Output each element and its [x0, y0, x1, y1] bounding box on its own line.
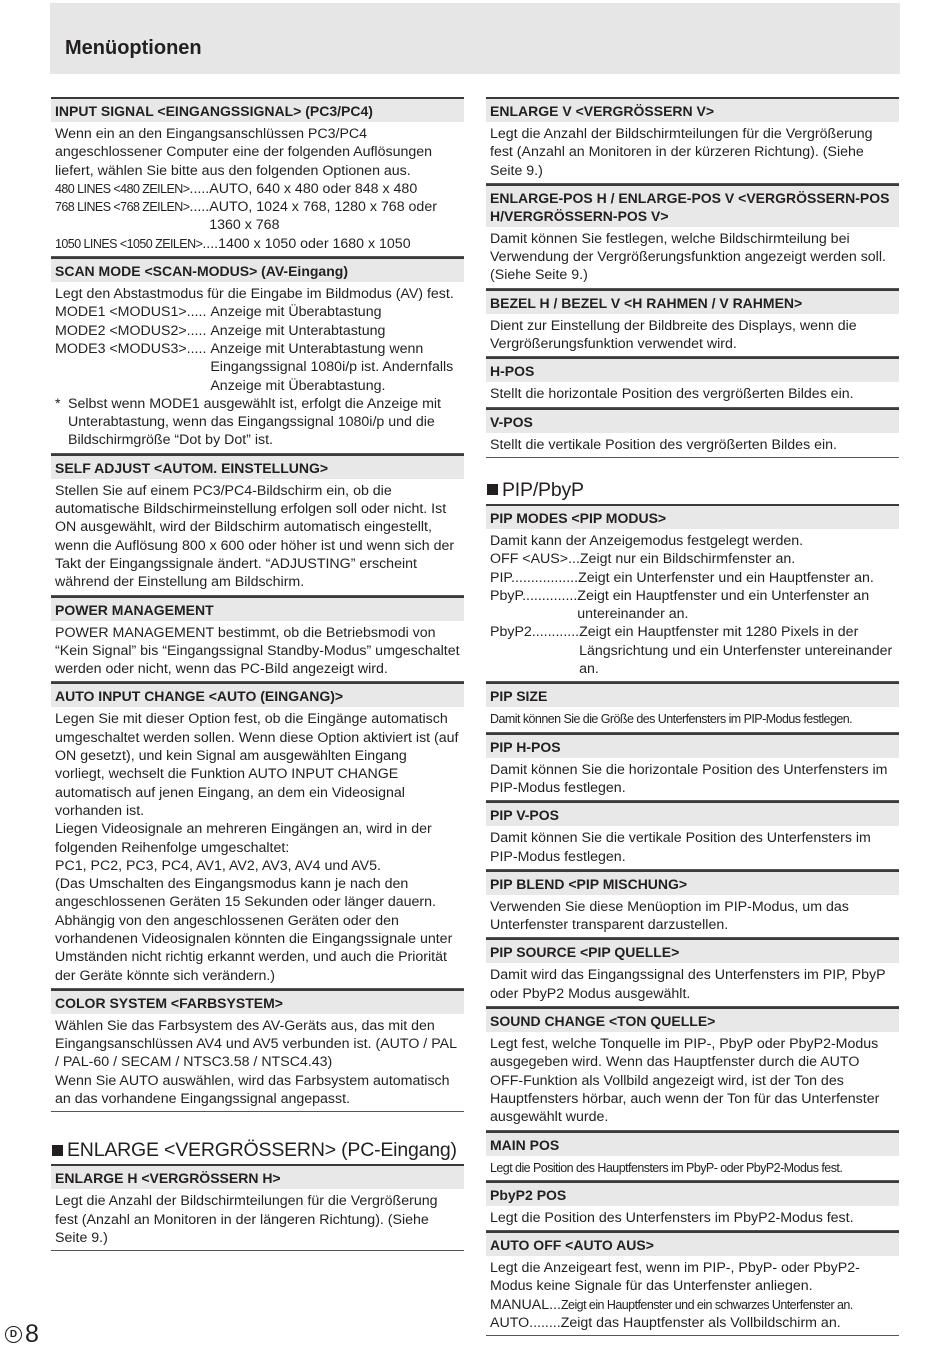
option-row: [55, 303, 460, 321]
section-title: AUTO INPUT CHANGE <AUTO (EINGANG)>: [51, 682, 464, 707]
option-dots: ..............: [522, 587, 578, 604]
section-title: PIP SIZE: [486, 682, 899, 707]
section-text: Damit können Sie die Größe des Unterfensters im PIP-Modus festlegen.: [490, 712, 853, 727]
section-title: PIP H-POS: [486, 733, 899, 758]
footnote-text: Selbst wenn MODE1 ausgewählt ist, erfolgt die Anzeige mit Unterabtastung, wenn das Eingangssignal 1080i/p und die Bildschirmgröße “Dot by Dot” ist.: [68, 395, 442, 449]
section-text: Stellt die vertikale Position des vergrößerten Bildes ein.: [490, 436, 837, 453]
option-row: [490, 587, 895, 624]
section-text: (Das Umschalten des Eingangsmodus kann je nach den angeschlossenen Geräten 15 Sekunden oder länger dauern. Abhängig von den angeschlossenen Geräten oder den vorhandenen Videosignalen könnten die Eingangssignale unter Umständen nicht richtig erkannt werden, und auch die Priorität der Geräte könnte sich verändern.): [55, 876, 453, 984]
option-value: Zeigt das Hauptfenster als Vollbildschirm an.: [560, 1314, 841, 1331]
section-text: Wenn ein an den Eingangsanschlüssen PC3/PC4 angeschlossener Computer eine der folgenden Auflösungen liefert, wählen Sie bitte aus den folgenden Optionen aus.: [55, 126, 433, 179]
section-color-system: [51, 989, 464, 1112]
option-row: [490, 550, 895, 568]
section-title: AUTO OFF <AUTO AUS>: [486, 1231, 899, 1256]
section-title: ENLARGE-POS H / ENLARGE-POS V <VERGRÖSSERN-POS H/VERGRÖSSERN-POS V>: [486, 184, 899, 227]
section-text: Legt die Position des Unterfensters im PbyP2-Modus fest.: [490, 1209, 854, 1226]
section-power-management: [51, 596, 464, 683]
option-row: [55, 340, 460, 395]
section-enlarge-v: [486, 97, 899, 184]
option-value: Anzeige mit Unterabtastung: [210, 322, 386, 339]
section-auto-input-change: [51, 682, 464, 988]
section-text: Legt die Anzeigeart fest, wenn im PIP-, PbyP- oder PbyP2-Modus keine Signale für das Unterfenster anliegen.: [490, 1260, 860, 1295]
option-value: Zeigt ein Hauptfenster und ein schwarzes Unterfenster an.: [560, 1297, 853, 1312]
section-pip-modes: [486, 504, 899, 682]
left-column: [51, 97, 464, 1251]
footnote: [55, 395, 460, 450]
section-title: SOUND CHANGE <TON QUELLE>: [486, 1007, 899, 1032]
option-dots: ........: [529, 1314, 561, 1331]
section-title: MAIN POS: [486, 1131, 899, 1156]
square-bullet-icon: [487, 484, 498, 495]
option-value: AUTO, 1024 x 768, 1280 x 768 oder 1360 x 768: [209, 199, 437, 234]
option-row: [490, 569, 895, 587]
page-header-bar: [50, 3, 900, 74]
option-dots: .....: [189, 199, 210, 216]
section-text: Legt fest, welche Tonquelle im PIP-, PbyP oder PbyP2-Modus ausgegeben wird. Wenn das Hauptfenster durch die AUTO OFF-Funktion als Vollbild angezeigt wird, ist der Ton des Hauptfensters hörbar, auch wenn der Ton für das Unterfenster ausgewählt wurde.: [490, 1036, 880, 1126]
section-title: COLOR SYSTEM <FARBSYSTEM>: [51, 989, 464, 1014]
option-dots: .....: [186, 322, 207, 339]
option-value: AUTO, 640 x 480 oder 848 x 480: [209, 180, 418, 197]
page-number: [5, 1321, 39, 1347]
section-bezel: [486, 289, 899, 358]
option-key: MODE1 <MODUS1>: [55, 304, 187, 321]
option-key: PbyP: [490, 587, 523, 604]
enlarge-heading: [51, 1138, 464, 1164]
pip-heading: [486, 478, 899, 504]
option-row: [55, 322, 460, 340]
section-text: Damit können Sie festlegen, welche Bildschirmteilung bei Verwendung der Vergrößerungsfunktion angezeigt werden soll. (Siehe Seite 9.): [490, 230, 886, 284]
section-text: Legt den Abstastmodus für die Eingabe im Bildmodus (AV) fest.: [55, 286, 454, 303]
section-text: Stellt die horizontale Position des vergrößerten Bildes ein.: [490, 386, 854, 403]
section-title: PIP V-POS: [486, 801, 899, 826]
section-title: H-POS: [486, 357, 899, 382]
option-value: Zeigt nur ein Bildschirmfenster an.: [579, 551, 796, 568]
option-row: [490, 623, 895, 678]
footnote-marker: *: [55, 395, 61, 412]
section-title: PbyP2 POS: [486, 1181, 899, 1206]
section-title: SELF ADJUST <AUTOM. EINSTELLUNG>: [51, 454, 464, 479]
option-dots: ...: [549, 1296, 561, 1313]
section-pip-h-pos: [486, 733, 899, 802]
section-pbyp2-pos: [486, 1181, 899, 1231]
section-main-pos: [486, 1131, 899, 1181]
section-sound-change: [486, 1007, 899, 1130]
section-text: Wenn Sie AUTO auswählen, wird das Farbsystem automatisch an das vorhandene Eingangssignal angepasst.: [55, 1072, 450, 1108]
option-row: [490, 1296, 895, 1314]
heading-text: ENLARGE <VERGRÖSSERN> (PC-Eingang): [67, 1139, 457, 1162]
option-key: 768 LINES <768 ZEILEN>: [55, 200, 190, 215]
option-row: [490, 1314, 895, 1332]
section-pip-blend: [486, 870, 899, 939]
right-column: [486, 97, 899, 1336]
option-value: Zeigt ein Hauptfenster mit 1280 Pixels in der Längsrichtung und ein Unterfenster untereinander an.: [579, 624, 893, 678]
option-key: 480 LINES <480 ZEILEN>: [55, 181, 190, 196]
option-row: [55, 180, 460, 198]
section-text: Damit können Sie die vertikale Position des Unterfensters im PIP-Modus festlegen.: [490, 830, 871, 865]
section-text: Legt die Position des Hauptfensters im PbyP- oder PbyP2-Modus fest.: [490, 1160, 843, 1175]
section-text: Damit wird das Eingangssignal des Unterfensters im PIP, PbyP oder PbyP2 Modus ausgewählt.: [490, 967, 886, 1002]
section-title: PIP MODES <PIP MODUS>: [486, 504, 899, 529]
section-input-signal: [51, 97, 464, 257]
option-value: Anzeige mit Unterabtastung wenn Eingangssignal 1080i/p ist. Andernfalls Anzeige mit Überabtastung.: [210, 340, 454, 394]
section-auto-off: [486, 1231, 899, 1336]
option-dots: .....: [189, 180, 210, 197]
section-text: Damit können Sie die horizontale Position des Unterfensters im PIP-Modus festlegen.: [490, 761, 888, 796]
section-text: Wählen Sie das Farbsystem des AV-Geräts aus, das mit den Eingangsanschlüssen AV4 und AV5 verbunden ist. (AUTO / PAL / PAL-60 / SECAM / NTSC3.58 / NTSC4.43): [55, 1017, 457, 1071]
option-key: OFF <AUS>: [490, 551, 569, 568]
section-title: SCAN MODE <SCAN-MODUS> (AV-Eingang): [51, 257, 464, 282]
section-pip-source: [486, 938, 899, 1007]
section-text: Damit kann der Anzeigemodus festgelegt werden.: [490, 532, 804, 549]
section-v-pos: [486, 408, 899, 458]
section-text: Liegen Videosignale an mehreren Eingängen an, wird in der folgenden Reihenfolge umgeschaltet:: [55, 821, 432, 856]
section-title: PIP SOURCE <PIP QUELLE>: [486, 938, 899, 963]
section-text: POWER MANAGEMENT bestimmt, ob die Betriebsmodi von “Kein Signal” bis “Eingangssignal Standby-Modus” umgeschaltet werden oder nicht, wenn das PC-Bild angezeigt wird.: [55, 624, 460, 678]
section-pip-v-pos: [486, 801, 899, 870]
section-text: PC1, PC2, PC3, PC4, AV1, AV2, AV3, AV4 und AV5.: [55, 857, 381, 874]
section-title: POWER MANAGEMENT: [51, 596, 464, 621]
square-bullet-icon: [52, 1145, 63, 1156]
option-key: MODE3 <MODUS3>: [55, 340, 187, 357]
section-enlarge-pos: [486, 184, 899, 289]
heading-text: PIP/PbyP: [502, 478, 584, 501]
option-row: [55, 198, 460, 235]
option-value: Anzeige mit Überabtastung: [210, 304, 382, 321]
language-badge: D: [5, 1326, 22, 1343]
option-value: 1400 x 1050 oder 1680 x 1050: [218, 235, 411, 252]
option-key: AUTO: [490, 1314, 530, 1331]
section-pip-size: [486, 682, 899, 732]
option-dots: ...: [568, 551, 580, 568]
option-key: MODE2 <MODUS2>: [55, 322, 187, 339]
page-number-text: 8: [25, 1320, 39, 1348]
section-h-pos: [486, 357, 899, 407]
section-text: Legen Sie mit dieser Option fest, ob die Eingänge automatisch umgeschaltet werden sollen. Wenn diese Option aktiviert ist (auf ON gesetzt), und kein Signal am ausgewählten Eingang vorliegt, wechselt die Funktion AUTO INPUT CHANGE automatisch auf jenen Eingang, an dem ein Videosignal vorhanden ist.: [55, 711, 459, 819]
option-dots: ....: [202, 235, 219, 252]
section-text: Stellen Sie auf einem PC3/PC4-Bildschirm ein, ob die automatische Bildschirmeinstellung erfolgen soll oder nicht. Ist ON ausgewählt, wird der Bildschirm automatisch eingestellt, wenn die Auflösung 800 x 600 oder höher ist und wenn sich der Takt der Eingangssignale ändert. “ADJUSTING” erscheint während der Einstellung am Bildschirm.: [55, 482, 455, 591]
option-key: 1050 LINES <1050 ZEILEN>: [55, 236, 203, 251]
section-title: ENLARGE V <VERGRÖSSERN V>: [486, 97, 899, 122]
section-self-adjust: [51, 454, 464, 596]
option-key: PIP: [490, 569, 512, 586]
section-title: INPUT SIGNAL <EINGANGSSIGNAL> (PC3/PC4): [51, 97, 464, 122]
section-text: Verwenden Sie diese Menüoption im PIP-Modus, um das Unterfenster transparent darzustellen.: [490, 898, 849, 934]
option-dots: .................: [511, 569, 579, 586]
section-title: PIP BLEND <PIP MISCHUNG>: [486, 870, 899, 895]
section-text: Legt die Anzahl der Bildschirmteilungen für die Vergrößerung fest (Anzahl an Monitoren in der längeren Richtung). (Siehe Seite 9.): [55, 1193, 438, 1246]
option-row: [55, 235, 460, 253]
option-key: PbyP2: [490, 624, 532, 641]
option-dots: .....: [186, 340, 207, 357]
section-title: V-POS: [486, 408, 899, 433]
section-text: Legt die Anzahl der Bildschirmteilungen für die Vergrößerung fest (Anzahl an Monitoren in der kürzeren Richtung). (Siehe Seite 9.): [490, 126, 873, 179]
section-text: Dient zur Einstellung der Bildbreite des Displays, wenn die Vergrößerungsfunktion verwendet wird.: [490, 317, 857, 353]
option-value: Zeigt ein Unterfenster und ein Hauptfenster an.: [578, 569, 874, 586]
page-title: Menüoptionen: [65, 37, 202, 59]
option-value: Zeigt ein Hauptfenster und ein Unterfenster an untereinander an.: [577, 587, 870, 623]
section-title: BEZEL H / BEZEL V <H RAHMEN / V RAHMEN>: [486, 289, 899, 314]
section-title: ENLARGE H <VERGRÖSSERN H>: [51, 1164, 464, 1189]
option-key: MANUAL: [490, 1296, 550, 1313]
option-dots: .....: [186, 304, 207, 321]
section-enlarge-h: [51, 1164, 464, 1251]
option-dots: ............: [531, 624, 580, 641]
section-scan-mode: [51, 257, 464, 454]
